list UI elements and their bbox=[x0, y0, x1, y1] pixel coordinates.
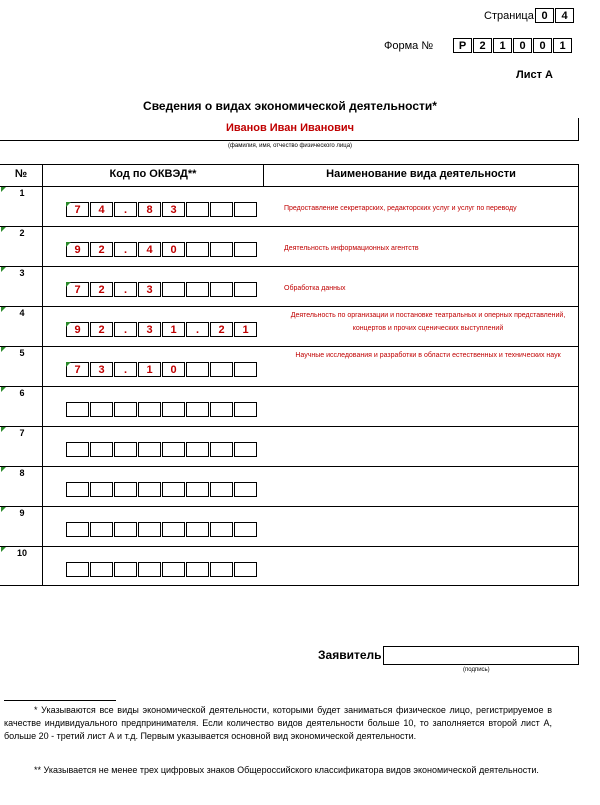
person-name-field[interactable]: Иванов Иван Иванович bbox=[225, 122, 355, 134]
okved-code-cells bbox=[66, 522, 258, 537]
okved-code-cell[interactable] bbox=[186, 242, 209, 257]
activity-description: Научные исследования и разработки в области естественных и технических наук bbox=[295, 352, 561, 359]
okved-code-cell[interactable] bbox=[114, 402, 137, 417]
activity-description: Предоставление секретарских, редакторских услуг и услуг по переводу bbox=[284, 205, 517, 212]
okved-code-cell[interactable]: 1 bbox=[138, 362, 161, 377]
column-header-number: № bbox=[14, 168, 28, 180]
applicant-signature-field[interactable] bbox=[383, 646, 579, 665]
okved-code-cell[interactable] bbox=[66, 442, 89, 457]
page-digit[interactable]: 0 bbox=[535, 8, 554, 23]
row-number: 9 bbox=[19, 508, 25, 518]
row-number: 6 bbox=[19, 388, 25, 398]
okved-code-cell[interactable] bbox=[210, 402, 233, 417]
okved-code-cells bbox=[66, 482, 258, 497]
okved-code-cell[interactable]: 0 bbox=[162, 362, 185, 377]
okved-code-cell[interactable]: 4 bbox=[138, 242, 161, 257]
okved-code-cell[interactable] bbox=[138, 562, 161, 577]
row-number: 3 bbox=[19, 268, 25, 278]
okved-code-cell[interactable]: 2 bbox=[210, 322, 233, 337]
okved-code-cell[interactable] bbox=[162, 442, 185, 457]
okved-code-cell[interactable] bbox=[186, 442, 209, 457]
row-number: 5 bbox=[19, 348, 25, 358]
okved-code-cell[interactable] bbox=[114, 482, 137, 497]
okved-code-cell[interactable]: 2 bbox=[90, 322, 113, 337]
okved-code-cell[interactable]: 2 bbox=[90, 282, 113, 297]
activities-table bbox=[0, 164, 579, 586]
okved-code-cells bbox=[66, 282, 258, 297]
form-digit: 2 bbox=[473, 38, 492, 53]
okved-code-cell[interactable] bbox=[210, 442, 233, 457]
okved-code-cell[interactable]: 7 bbox=[66, 202, 89, 217]
person-name-caption: (фамилия, имя, отчество физического лица) bbox=[227, 143, 353, 149]
okved-code-cell[interactable]: 0 bbox=[162, 242, 185, 257]
okved-code-cell[interactable]: 3 bbox=[162, 202, 185, 217]
okved-code-cell[interactable] bbox=[90, 482, 113, 497]
row-number: 2 bbox=[19, 228, 25, 238]
okved-code-cell[interactable]: 3 bbox=[90, 362, 113, 377]
activity-description: Обработка данных bbox=[284, 285, 346, 292]
okved-code-cell[interactable]: 4 bbox=[90, 202, 113, 217]
okved-code-cell[interactable] bbox=[162, 402, 185, 417]
okved-code-cell[interactable] bbox=[210, 482, 233, 497]
okved-code-cell[interactable]: 9 bbox=[66, 242, 89, 257]
okved-code-cell[interactable] bbox=[114, 562, 137, 577]
okved-code-cell[interactable] bbox=[162, 482, 185, 497]
okved-code-cell[interactable]: . bbox=[114, 242, 137, 257]
activity-description: Деятельность информационных агентств bbox=[284, 245, 419, 252]
okved-code-cell[interactable] bbox=[138, 402, 161, 417]
okved-code-cells bbox=[66, 362, 258, 377]
okved-code-cell[interactable]: 3 bbox=[138, 282, 161, 297]
okved-code-cell[interactable] bbox=[210, 362, 233, 377]
okved-code-cell[interactable]: . bbox=[186, 322, 209, 337]
okved-code-cells bbox=[66, 322, 258, 337]
activity-description: Деятельность по организации и постановке театральных и оперных представлений, концертов и прочих сценических выступлений bbox=[290, 312, 566, 332]
form-digit: 1 bbox=[493, 38, 512, 53]
footnote-one: * Указываются все виды экономической деятельности, которыми будет заниматься физическое лицо, регистрируемое в качестве индивидуального предпринимателя. Если количество видов деятельности больше 10, то заполняется второй лист А, больше 20 - третий лист А и т.д. Первым указывается основной вид экономической деятельности. bbox=[4, 705, 552, 741]
form-digit: 0 bbox=[513, 38, 532, 53]
okved-code-cell[interactable]: . bbox=[114, 282, 137, 297]
applicant-label: Заявитель bbox=[318, 648, 382, 662]
okved-code-cell[interactable] bbox=[210, 522, 233, 537]
okved-code-cell[interactable] bbox=[90, 402, 113, 417]
okved-code-cell[interactable] bbox=[186, 362, 209, 377]
okved-code-cells bbox=[66, 442, 258, 457]
okved-code-cell[interactable] bbox=[114, 442, 137, 457]
name-underline bbox=[0, 140, 578, 141]
okved-code-cell[interactable] bbox=[114, 522, 137, 537]
column-header-code: Код по ОКВЭД** bbox=[109, 168, 197, 180]
okved-code-cell[interactable] bbox=[162, 522, 185, 537]
form-number-cells bbox=[453, 38, 573, 53]
form-number-label: Форма № bbox=[384, 40, 434, 52]
okved-code-cell[interactable] bbox=[210, 562, 233, 577]
form-digit: 0 bbox=[533, 38, 552, 53]
okved-code-cells bbox=[66, 402, 258, 417]
okved-code-cell[interactable]: 3 bbox=[138, 322, 161, 337]
okved-code-cell[interactable] bbox=[234, 442, 257, 457]
okved-code-cells bbox=[66, 562, 258, 577]
okved-code-cell[interactable] bbox=[66, 562, 89, 577]
okved-code-cell[interactable] bbox=[234, 482, 257, 497]
okved-code-cells bbox=[66, 202, 258, 217]
page-number-label: Страница bbox=[484, 10, 534, 22]
okved-code-cell[interactable] bbox=[234, 362, 257, 377]
page-title: Сведения о видах экономической деятельности* bbox=[143, 99, 437, 113]
row-number: 4 bbox=[19, 308, 25, 318]
okved-code-cell[interactable] bbox=[90, 562, 113, 577]
okved-code-cell[interactable] bbox=[234, 242, 257, 257]
okved-code-cell[interactable] bbox=[162, 282, 185, 297]
okved-code-cell[interactable] bbox=[162, 562, 185, 577]
form-digit: 1 bbox=[553, 38, 572, 53]
okved-code-cell[interactable] bbox=[186, 282, 209, 297]
okved-code-cell[interactable] bbox=[186, 522, 209, 537]
name-right-border bbox=[578, 118, 579, 141]
okved-code-cells bbox=[66, 242, 258, 257]
okved-code-cell[interactable]: . bbox=[114, 202, 137, 217]
column-header-activity: Наименование вида деятельности bbox=[326, 168, 516, 180]
okved-code-cell[interactable] bbox=[186, 482, 209, 497]
footnote-two: ** Указывается не менее трех цифровых знаков Общероссийского классификатора видов экономической деятельности. bbox=[34, 765, 539, 775]
row-number: 7 bbox=[19, 428, 25, 438]
sheet-label: Лист А bbox=[516, 69, 553, 81]
page-number-cells bbox=[535, 8, 575, 23]
okved-code-cell[interactable]: 7 bbox=[66, 282, 89, 297]
okved-code-cell[interactable] bbox=[138, 442, 161, 457]
okved-code-cell[interactable]: . bbox=[114, 322, 137, 337]
okved-code-cell[interactable] bbox=[210, 242, 233, 257]
okved-code-cell[interactable] bbox=[210, 202, 233, 217]
okved-code-cell[interactable]: 2 bbox=[90, 242, 113, 257]
okved-code-cell[interactable] bbox=[234, 562, 257, 577]
okved-code-cell[interactable]: 1 bbox=[162, 322, 185, 337]
okved-code-cell[interactable]: 7 bbox=[66, 362, 89, 377]
okved-code-cell[interactable] bbox=[138, 482, 161, 497]
page-digit[interactable]: 4 bbox=[555, 8, 574, 23]
okved-code-cell[interactable] bbox=[210, 282, 233, 297]
okved-code-cell[interactable]: . bbox=[114, 362, 137, 377]
row-number: 10 bbox=[16, 548, 27, 558]
form-digit: Р bbox=[453, 38, 472, 53]
okved-code-cell[interactable] bbox=[234, 202, 257, 217]
okved-code-cell[interactable] bbox=[66, 522, 89, 537]
okved-code-cell[interactable] bbox=[234, 522, 257, 537]
row-number: 1 bbox=[19, 188, 25, 198]
okved-code-cell[interactable] bbox=[186, 562, 209, 577]
okved-code-cell[interactable] bbox=[234, 282, 257, 297]
row-number: 8 bbox=[19, 468, 25, 478]
okved-code-cell[interactable] bbox=[90, 442, 113, 457]
okved-code-cell[interactable] bbox=[66, 402, 89, 417]
applicant-signature-caption: (подпись) bbox=[463, 667, 490, 673]
okved-code-cell[interactable] bbox=[138, 522, 161, 537]
okved-code-cell[interactable]: 9 bbox=[66, 322, 89, 337]
okved-code-cell[interactable] bbox=[186, 402, 209, 417]
okved-code-cell[interactable] bbox=[234, 402, 257, 417]
okved-code-cell[interactable] bbox=[186, 202, 209, 217]
okved-code-cell[interactable] bbox=[90, 522, 113, 537]
okved-code-cell[interactable]: 1 bbox=[234, 322, 257, 337]
okved-code-cell[interactable] bbox=[66, 482, 89, 497]
footnote-divider bbox=[4, 700, 116, 701]
okved-code-cell[interactable]: 8 bbox=[138, 202, 161, 217]
